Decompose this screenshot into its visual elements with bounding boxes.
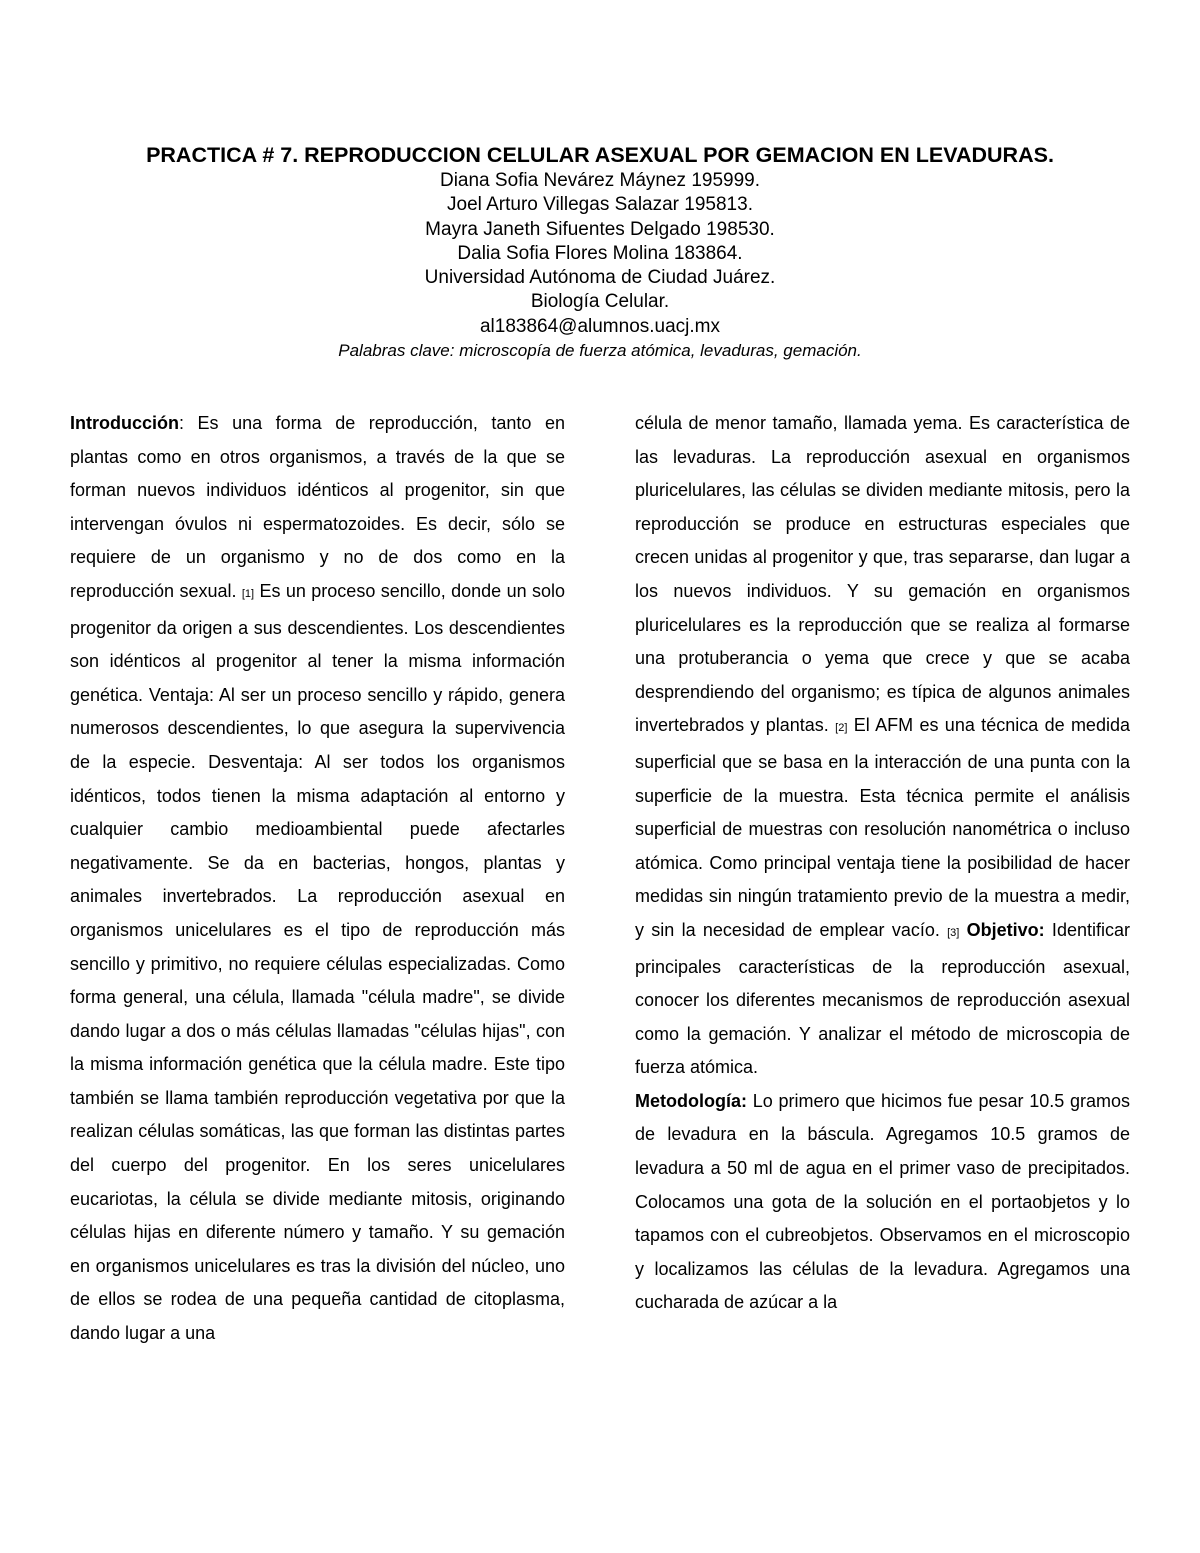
citation-1: [1] [241,587,255,600]
objetivo-text: Identificar principales características de la reproducción asexual, conocer los diferentes mecanismos de reproducción asexual como la gemación. Y analizar el método de microscopia de fuerza atómica. [635,919,1130,1078]
author-3: Mayra Janeth Sifuentes Delgado 198530. [425,218,775,240]
introduction-heading: Introducción [70,413,179,433]
left-column [70,407,565,1351]
document-title: PRACTICA # 7. REPRODUCCION CELULAR ASEXUAL POR GEMACION EN LEVADURAS. [146,143,1054,167]
document-header [70,142,1130,363]
email: al183864@alumnos.uacj.mx [479,315,721,337]
citation-3: [3] [947,926,960,939]
institution: Universidad Autónoma de Ciudad Juárez. [424,267,776,289]
introduction-paragraph [70,407,565,1351]
metodologia-text: Lo primero que hicimos fue pesar 10.5 gramos de levadura en la báscula. Agregamos 10.5 gramos de levadura a 50 ml de agua en el primer vaso de precipitados. Colocamos una gota de la solución en el portaobjetos y lo tapamos con el cubreobjetos. Observamos en el microscopio y localizamos las células de la levadura. Agregamos una cucharada de azúcar a la [635,1090,1130,1313]
author-1: Diana Sofia Nevárez Máynez 195999. [439,170,761,191]
author-2: Joel Arturo Villegas Salazar 195813. [447,194,753,216]
introduction-text-a: : Es una forma de reproducción, tanto en plantas como en otros organismos, a través de la que se forman nuevos individuos idénticos al progenitor, sin que intervengan óvulos ni espermatozoides. Es decir, sólo se requiere de un organismo y no de dos como en la reproducción sexual. [70,413,565,601]
course: Biología Celular. [530,291,670,313]
continuation-paragraph [635,407,1130,1085]
continuation-text-a: célula de menor tamaño, llamada yema. Es característica de las levaduras. La reproducción asexual en organismos pluricelulares, las células se dividen mediante mitosis, pero la reproducción se produce en estructuras especiales que crecen unidas al progenitor y que, tras separarse, dan lugar a los nuevos individuos. Y su gemación en organismos pluricelulares es la reproducción que se realiza al formarse una protuberancia o yema que crece y que se acaba desprendiendo del organismo; es típica de algunos animales invertebrados y plantas. [635,413,1130,736]
author-4: Dalia Sofia Flores Molina 183864. [457,242,743,264]
metodologia-paragraph [635,1085,1130,1320]
keywords: Palabras clave: microscopía de fuerza atómica, levaduras, gemación. [338,341,862,361]
continuation-text-b: El AFM es una técnica de medida superficial que se basa en la interacción de una punta con la superficie de la muestra. Esta técnica permite el análisis superficial de muestras con resolución nanométrica o incluso atómica. Como principal ventaja tiene la posibilidad de hacer medidas sin ningún tratamiento previo de la muestra a medir, y sin la necesidad de emplear vacío. [635,715,1130,940]
right-column [635,407,1130,1320]
citation-2: [2] [835,722,848,735]
introduction-text-b: Es un proceso sencillo, donde un solo progenitor da origen a sus descendientes. Los descendientes son idénticos al progenitor al tener la misma información genética. Ventaja: Al ser un proceso sencillo y rápido, genera numerosos descendientes, lo que asegura la supervivencia de la especie. Desventaja: Al ser todos los organismos idénticos, todos tienen la misma adaptación al entorno y cualquier cambio medioambiental puede afectarles negativamente. Se da en bacterias, hongos, plantas y animales invertebrados. La reproducción asexual en organismos unicelulares es el tipo de reproducción más sencillo y primitivo, no requiere células especializadas. Como forma general, una célula, llamada "célula madre", se divide dando lugar a dos o más células llamadas "células hijas", con la misma información genética que la célula madre. Este tipo también se llama también reproducción vegetativa por que la realizan células somáticas, las que forman las distintas partes del cuerpo del progenitor. En los seres unicelulares eucariotas, la célula se divide mediante mitosis, originando células hijas en diferente número y tamaño. Y su gemación en organismos unicelulares es tras la división del núcleo, uno de ellos se rodea de una pequeña cantidad de citoplasma, dando lugar a una [70,580,565,1344]
metodologia-heading: Metodología: [635,1090,747,1111]
objetivo-heading: Objetivo: [966,919,1045,940]
